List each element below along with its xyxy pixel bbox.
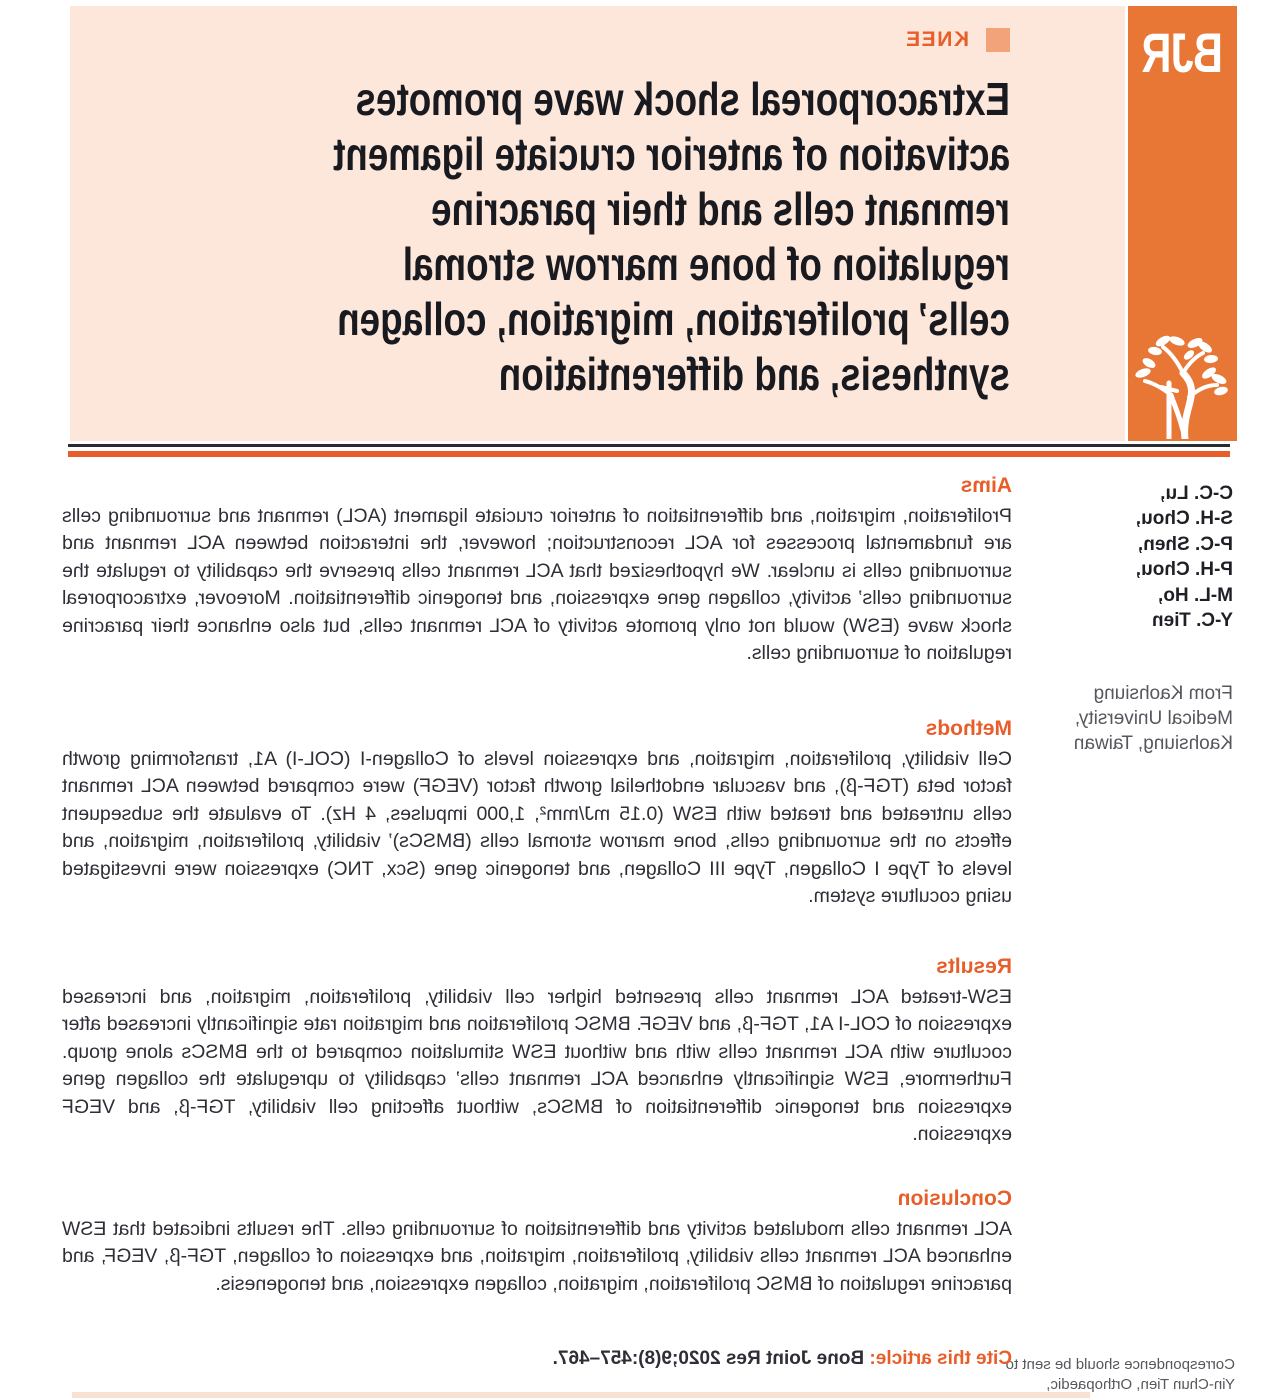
section-body: ACL remnant cells modulated activity and differentiation of surrounding cells. The results indicated that ESW enhanced ACL remnant cells viability, proliferation, migration, and expression of collagen, TGF-β, VEGF, and paracrine regulation of BMSC proliferation, migration, collagen expression, and tenogenesis.: [62, 1218, 1012, 1295]
correspondence-note: Correspondence should be sent to Yin-Chun Tien, Orthopaedic,: [1005, 1356, 1235, 1393]
article-title-line: cells’ proliferation, migration, collagen: [337, 293, 1010, 345]
cite-reference: Bone Joint Res 2020;9(8):457–467.: [552, 1348, 865, 1369]
article-title-line: regulation of bone marrow stromal: [402, 238, 1010, 290]
specialty-square-icon: [986, 28, 1010, 52]
section-body: Proliferation, migration, and differentiation of anterior cruciate ligament (ACL) remnant and surrounding cells are fundamental processes for ACL reconstruction; however, the interaction between ACL remnant and surrounding cells is unclear. We hypothesized that ACL remnant cells preserve the capability to regulate the surrounding cells’ activity, collagen gene expression, and tenogenic differentiation. Moreover, extracorporeal shock wave (ESW) would not only promote activity of ACL remnant cells, but also enhance their paracrine regulation of surrounding cells.: [62, 505, 1012, 665]
article-title-line: remnant cells and their paracrine: [431, 183, 1010, 235]
header-rule-black: [68, 444, 1230, 447]
section-heading: Results: [936, 955, 1012, 978]
article-title: [333, 72, 1010, 402]
affiliation-text: From Kaohsiung Medical University, Kaohsiung, Taiwan: [1073, 683, 1233, 754]
section-heading: Conclusion: [897, 1187, 1012, 1210]
author-list: [1013, 481, 1233, 633]
cite-this-article: [553, 1347, 1012, 1371]
author-name: Y-C. Tien: [1152, 610, 1233, 632]
section-body: Cell viability, proliferation, migration, and expression levels of Collagen-I (COL-I) A1, transforming growth factor beta (TGF-β), and vascular endothelial growth factor (VEGF) were compared between ACL remnant cells untreated and treated with ESW (0.15 mJ/mm², 1,000 impulses, 4 Hz). To evaluate the subsequent effects on the surrounding cells, bone marrow stromal cells (BMSCs)’ viability, proliferation, migration, and levels of Type I Collagen, Type III Collagen, and tenogenic gene (Scx, TNC) expression were investigated using coculture system.: [62, 748, 1012, 908]
section-heading: Aims: [960, 474, 1012, 497]
article-title-box: [70, 6, 1125, 441]
author-name: C-C. Lu,: [1160, 483, 1233, 504]
article-title-line: synthesis, and differentiation: [498, 348, 1010, 400]
article-title-line: activation of anterior cruciate ligament: [333, 128, 1010, 180]
specialty-label-row: [905, 28, 1010, 52]
section-body: ESW-treated ACL remnant cells presented higher cell viability, proliferation, migration, and increased expression of COL-I A1, TGF-β, and VEGF. BMSC proliferation and migration rate significantly increased after coculture with ACL remnant cells with and without ESW stimulation compared to the BMSCs alone group. Furthermore, ESW significantly enhanced ACL remnant cells’ capability to upregulate the collagen gene expression and tenogenic differentiation of BMSCs, without affecting cell viability, TGF-β, and VEGF expression.: [62, 986, 1012, 1146]
specialty-label: KNEE: [904, 28, 969, 51]
abstract-section-conclusion: [62, 1187, 1012, 1298]
footer-box-edge: [72, 1392, 1090, 1398]
header-rule-orange: [68, 451, 1230, 457]
abstract-section-aims: [62, 474, 1012, 667]
article-title-line: Extracorporeal shock wave promotes: [355, 73, 1010, 125]
author-name: P-C. Shen,: [1137, 533, 1233, 555]
cite-label: Cite this article:: [869, 1348, 1012, 1369]
section-heading: Methods: [925, 717, 1012, 740]
author-name: P-H. Chou,: [1135, 559, 1233, 581]
journal-tree-icon: [1136, 335, 1230, 439]
author-name: S-H. Chou,: [1135, 508, 1233, 530]
journal-logo-sidebar: [1128, 6, 1237, 441]
journal-logo-text: BJR: [1142, 21, 1223, 84]
abstract-section-methods: [62, 717, 1012, 910]
abstract-section-results: [62, 955, 1012, 1148]
author-name: M-L. Ho,: [1158, 584, 1233, 606]
